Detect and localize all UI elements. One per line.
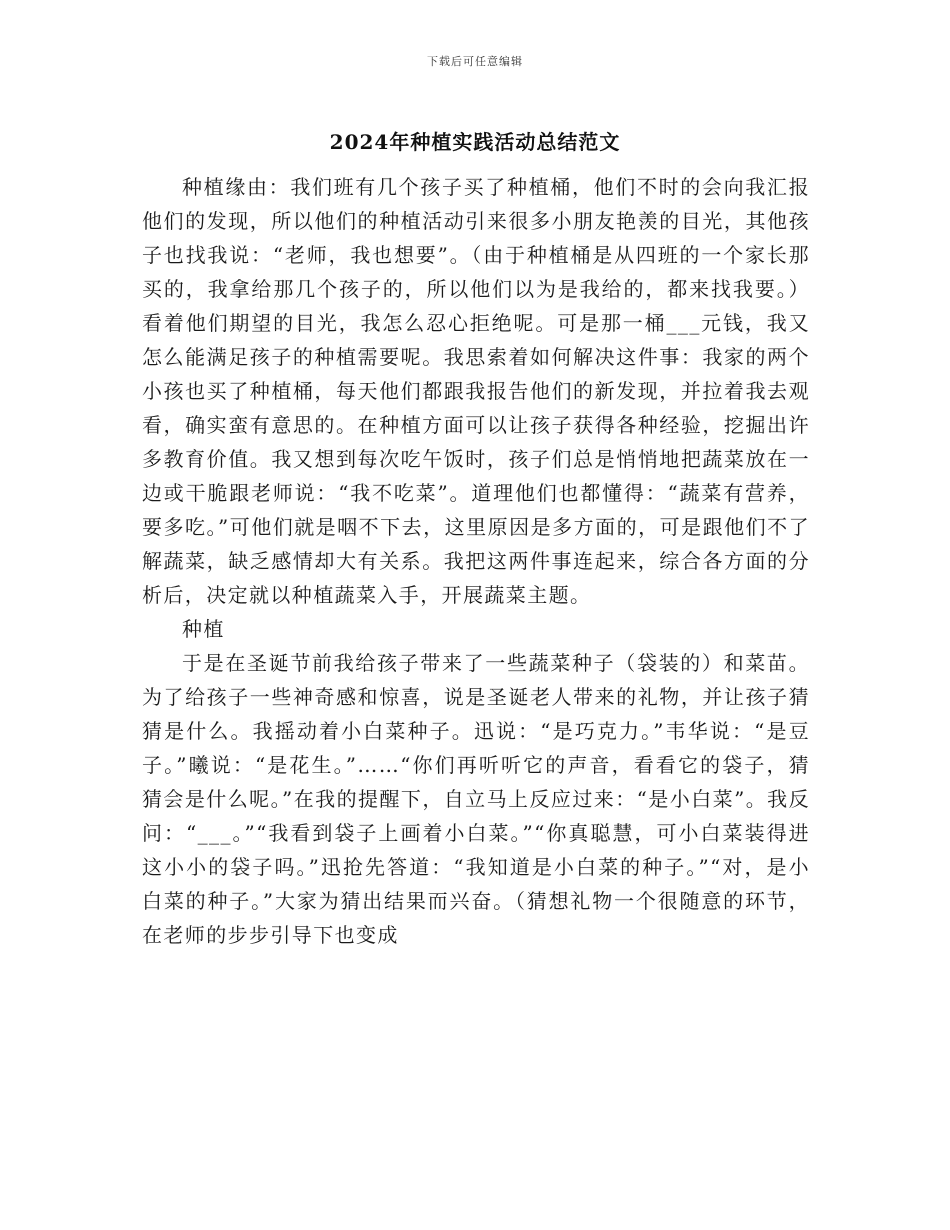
paragraph-planting-reason: 种植缘由：我们班有几个孩子买了种植桶，他们不时的会向我汇报他们的发现，所以他们的种植活动引来很多小朋友艳羡的目光，其他孩子也找我说：“老师，我也想要”。（由于种植桶是从四班的一个家长那买的，我拿给那几个孩子的，所以他们以为是我给的，都来找我要。）看着他们期望的目光，我怎么忍心拒绝呢。可是那一桶___元钱，我又怎么能满足孩子的种植需要呢。我思索着如何解决这件事：我家的两个小孩也买了种植桶，每天他们都跟我报告他们的新发现，并拉着我去观看，确实蛮有意思的。在种植方面可以让孩子获得各种经验，挖掘出许多教育价值。我又想到每次吃午饭时，孩子们总是悄悄地把蔬菜放在一边或干脆跟老师说：“我不吃菜”。道理他们也都懂得：“蔬菜有营养，要多吃。”可他们就是咽不下去，这里原因是多方面的，可是跟他们不了解蔬菜，缺乏感情却大有关系。我把这两件事连起来，综合各方面的分析后，决定就以种植蔬菜入手，开展蔬菜主题。 — [142, 175, 810, 607]
page-header-note: 下载后可任意编辑 — [427, 55, 523, 68]
paragraph-seeds-gift: 于是在圣诞节前我给孩子带来了一些蔬菜种子（袋装的）和菜苗。为了给孩子一些神奇感和惊喜，说是圣诞老人带来的礼物，并让孩子猜猜是什么。我摇动着小白菜种子。迅说：“是巧克力。”韦华说：“是豆子。”曦说：“是花生。”……“你们再听听它的声音，看看它的袋子，猜猜会是什么呢。”在我的提醒下，自立马上反应过来：“是小白菜”。我反问：“___。”“我看到袋子上画着小白菜。”“你真聪慧，可小白菜装得进这小小的袋子吗。”迅抢先答道：“我知道是小白菜的种子。”“对，是小白菜的种子。”大家为猜出结果而兴奋。（猜想礼物一个很随意的环节，在老师的步步引导下也变成 — [142, 651, 810, 947]
section-heading-planting: 种植 — [182, 617, 225, 641]
document-title: 2024年种植实践活动总结范文 — [329, 130, 621, 154]
document-body — [142, 170, 810, 952]
